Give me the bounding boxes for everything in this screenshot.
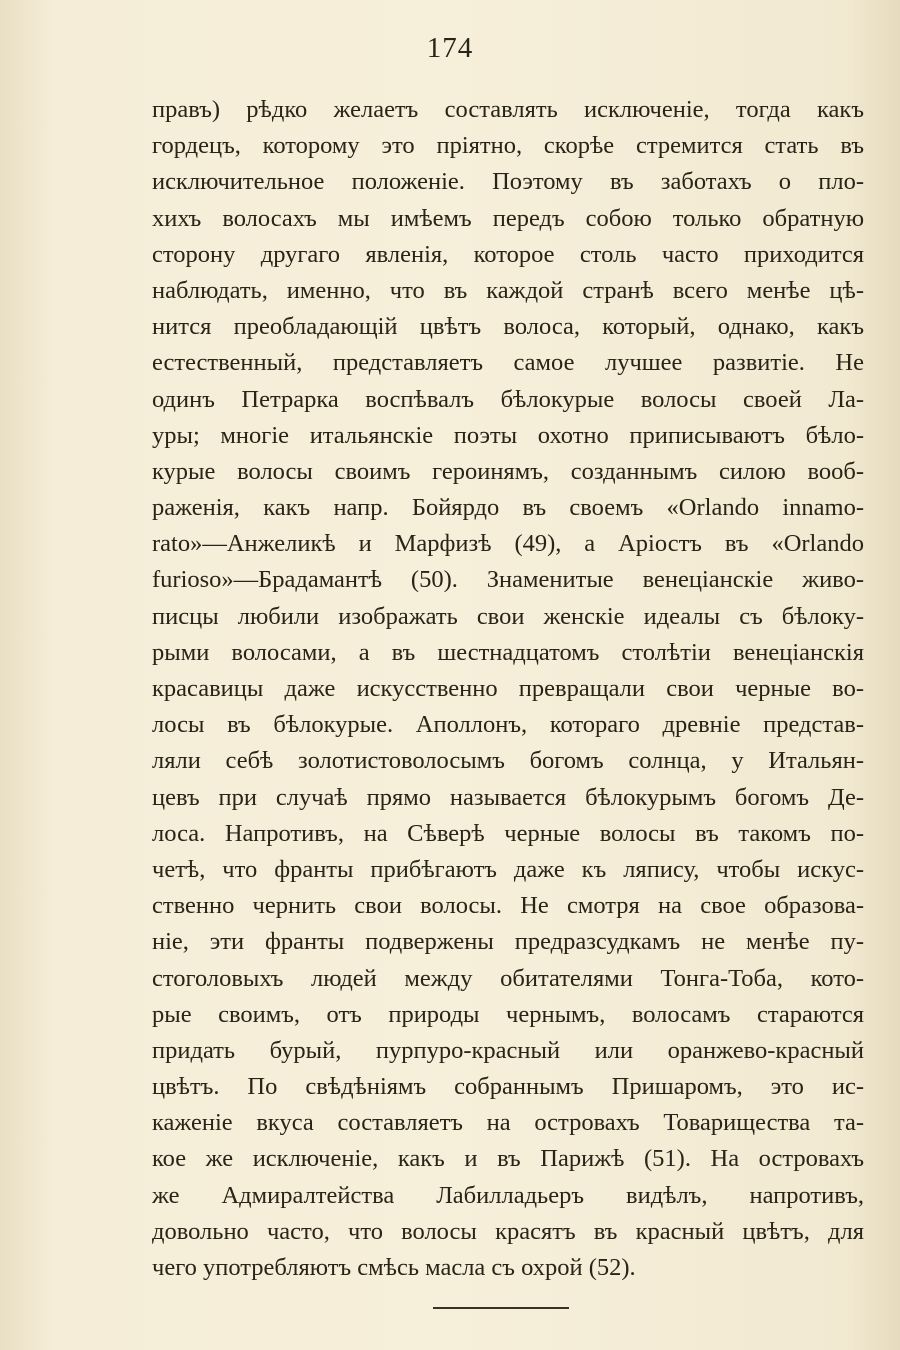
text-line: цвѣтъ. По свѣдѣніямъ собраннымъ Пришаромъ, это ис- — [152, 1073, 864, 1101]
text-line: rato»—Анжеликѣ и Марфизѣ (49), а Аріостъ въ «Orlando — [152, 530, 864, 558]
closing-rule — [433, 1307, 569, 1309]
text-line-last: чего употребляютъ смѣсь масла съ охрой (52). — [152, 1254, 636, 1281]
text-line: естественный, представляетъ самое лучшее развитіе. Не — [152, 349, 864, 377]
text-line: каженіе вкуса составляетъ на островахъ Товарищества та- — [152, 1109, 864, 1137]
text-line: рыми волосами, а въ шестнадцатомъ столѣтіи венеціанскія — [152, 638, 864, 666]
text-line: рые своимъ, отъ природы чернымъ, волосамъ стараются — [152, 1000, 864, 1028]
text-line: кое же исключеніе, какъ и въ Парижѣ (51). На островахъ — [152, 1145, 864, 1173]
text-line: furioso»—Брадамантѣ (50). Знаменитые венеціанскіе живо- — [152, 566, 864, 594]
text-line: лоса. Напротивъ, на Сѣверѣ черные волосы въ такомъ по- — [152, 819, 864, 847]
text-line: правъ) рѣдко желаетъ составлять исключеніе, тогда какъ — [152, 96, 864, 123]
text-line: ніе, эти франты подвержены предразсудкамъ не менѣе пу- — [152, 928, 864, 956]
text-line: цевъ при случаѣ прямо называется бѣлокурымъ богомъ Де- — [152, 783, 864, 811]
text-line: исключительное положеніе. Поэтому въ заботахъ о пло- — [152, 168, 864, 196]
text-line: четѣ, что франты прибѣгаютъ даже къ ляпису, чтобы искус- — [152, 855, 864, 883]
text-line: довольно часто, что волосы красятъ въ красный цвѣтъ, для — [152, 1217, 864, 1245]
text-line: уры; многіе итальянскіе поэты охотно приписываютъ бѣло- — [152, 421, 864, 449]
text-line: хихъ волосахъ мы имѣемъ передъ собою только обратную — [152, 204, 864, 232]
page-number: 174 — [426, 32, 474, 64]
text-line: раженія, какъ напр. Бойярдо въ своемъ «Orlando innamo- — [152, 494, 864, 522]
body-text — [152, 92, 864, 1286]
text-line: лосы въ бѣлокурые. Аполлонъ, котораго древніе представ- — [152, 711, 864, 739]
text-line: ляли себѣ золотистоволосымъ богомъ солнца, у Итальян- — [152, 747, 864, 775]
text-line: нится преобладающій цвѣтъ волоса, который, однако, какъ — [152, 313, 864, 341]
text-line: же Адмиралтейства Лабилладьеръ видѣлъ, напротивъ, — [152, 1181, 864, 1209]
text-line: одинъ Петрарка воспѣвалъ бѣлокурые волосы своей Ла- — [152, 385, 864, 413]
text-line: стоголовыхъ людей между обитателями Тонга-Тоба, кото- — [152, 964, 864, 992]
text-line: писцы любили изображать свои женскіе идеалы съ бѣлоку- — [152, 602, 864, 630]
text-line: курые волосы своимъ героинямъ, созданнымъ силою вооб- — [152, 457, 864, 485]
text-line: придать бурый, пурпуро-красный или оранжево-красный — [152, 1036, 864, 1064]
text-line: наблюдать, именно, что въ каждой странѣ всего менѣе цѣ- — [152, 276, 864, 304]
text-line: красавицы даже искусственно превращали свои черные во- — [152, 675, 864, 702]
text-line: гордецъ, которому это пріятно, скорѣе стремится стать въ — [152, 132, 864, 160]
text-line: сторону другаго явленія, которое столь часто приходится — [152, 240, 864, 268]
text-line: ственно чернить свои волосы. Не смотря на свое образова- — [152, 892, 864, 920]
